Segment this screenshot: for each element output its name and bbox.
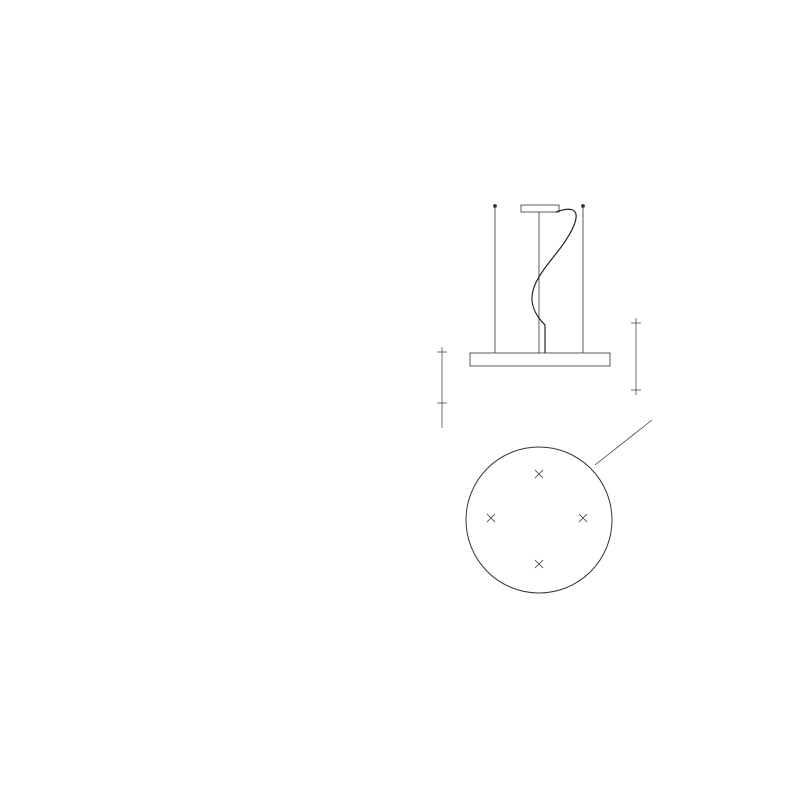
dimension-body-height — [437, 347, 447, 428]
lamp-ring-band — [470, 353, 610, 366]
ceiling-canopy — [521, 205, 559, 212]
plan-outline — [466, 447, 612, 593]
plan-view — [466, 447, 612, 593]
diameter-leader-line — [595, 420, 652, 465]
side-elevation — [470, 205, 610, 367]
dimension-total-height — [631, 318, 641, 395]
power-cable — [532, 209, 576, 353]
